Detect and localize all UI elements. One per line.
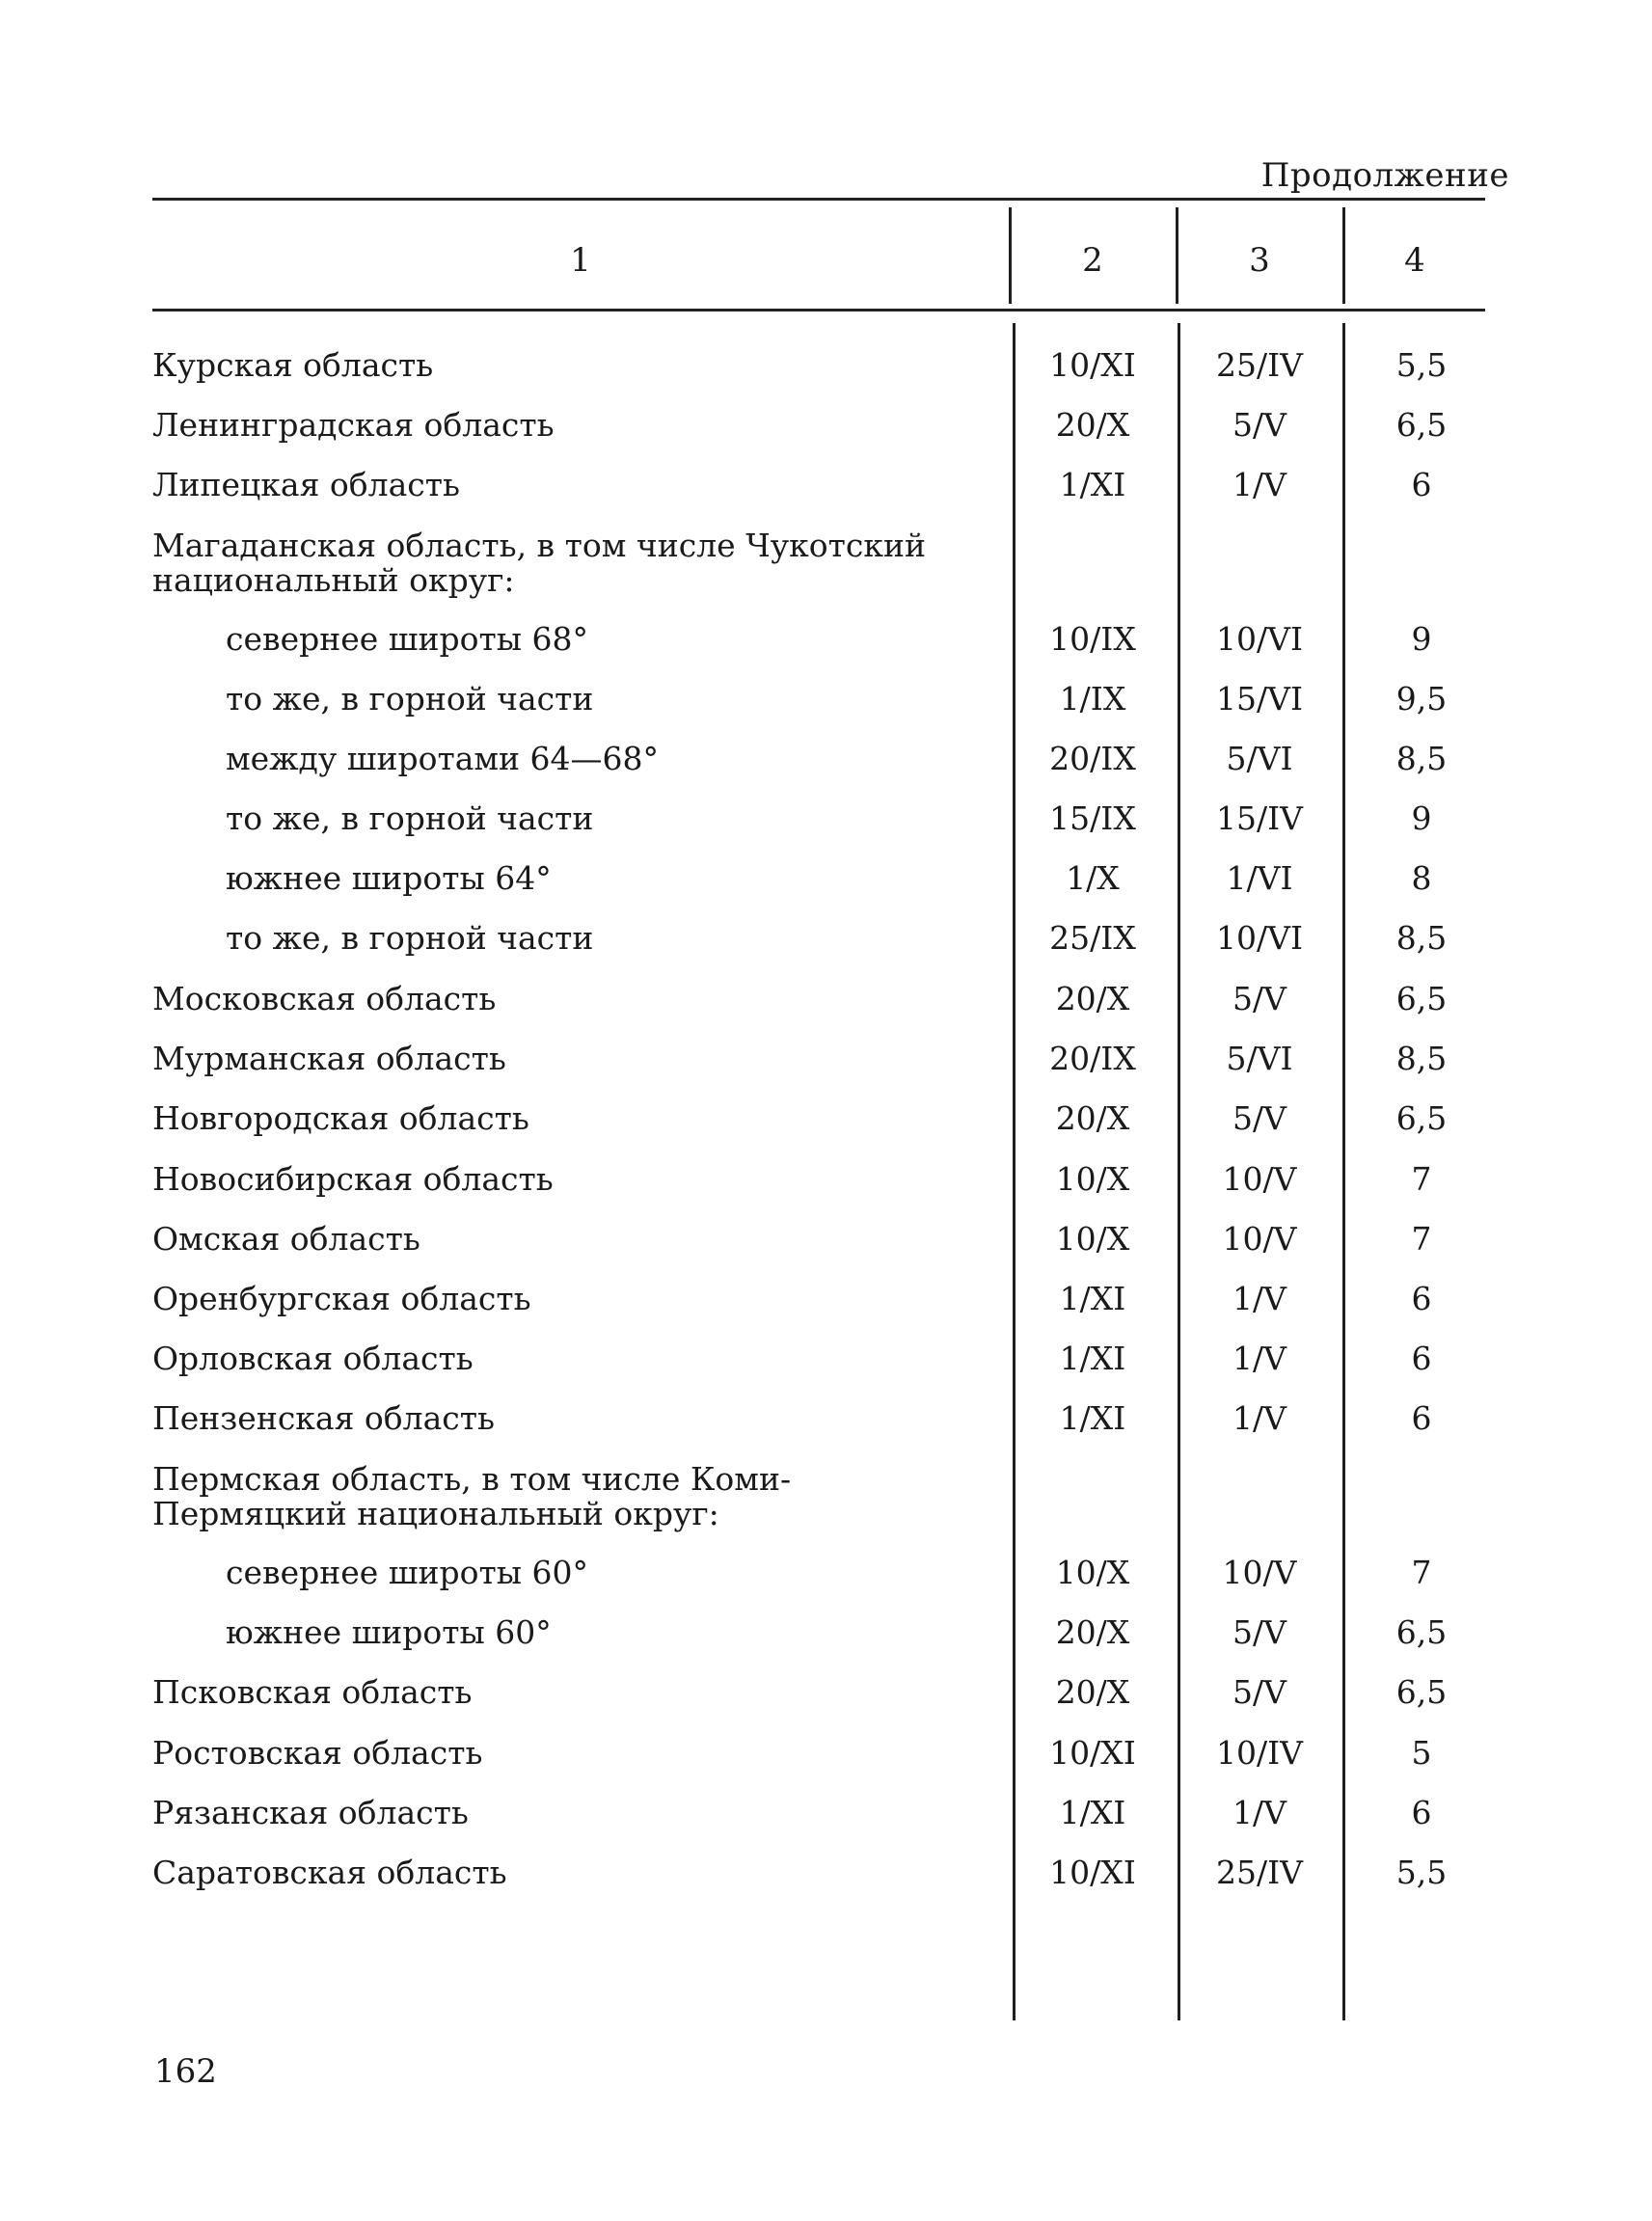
- table-row: [0, 528, 1652, 606]
- table-row: [0, 1603, 1652, 1663]
- table-row: [0, 609, 1652, 669]
- value-col-2: 10/IX: [1049, 620, 1136, 658]
- value-col-3: 5/VI: [1226, 1040, 1293, 1077]
- header-divider-3: [1342, 207, 1345, 304]
- value-col-3: 10/V: [1222, 1160, 1297, 1198]
- table-row: [0, 395, 1652, 455]
- header-col-2: 2: [1082, 241, 1103, 280]
- value-col-3: 1/V: [1232, 466, 1286, 503]
- region-name: Липецкая область: [152, 466, 460, 503]
- header-col-3: 3: [1249, 241, 1270, 280]
- value-col-2: 10/X: [1055, 1554, 1130, 1591]
- value-col-4: 5,5: [1395, 1854, 1448, 1891]
- value-col-3: 5/V: [1232, 1613, 1286, 1651]
- region-name: Орловская область: [152, 1340, 474, 1377]
- region-name: Московская область: [152, 980, 497, 1017]
- header-col-4: 4: [1404, 241, 1425, 280]
- value-col-4: 5,5: [1395, 346, 1448, 384]
- value-col-4: 7: [1411, 1220, 1432, 1258]
- value-col-4: 6: [1411, 1340, 1432, 1377]
- header-divider-1: [1009, 207, 1012, 304]
- value-col-2: 20/X: [1055, 1613, 1130, 1651]
- value-col-2: 10/XI: [1049, 1734, 1136, 1772]
- value-col-3: 1/V: [1232, 1399, 1286, 1437]
- value-col-3: 10/V: [1222, 1554, 1297, 1591]
- table-row: [0, 1843, 1652, 1903]
- table-row: [0, 1543, 1652, 1603]
- header-divider-2: [1176, 207, 1178, 304]
- value-col-2: 20/IX: [1049, 740, 1136, 777]
- table-row: [0, 455, 1652, 515]
- value-col-3: 1/V: [1232, 1340, 1286, 1377]
- value-col-2: 20/IX: [1049, 1040, 1136, 1077]
- region-name: Оренбургская область: [152, 1280, 531, 1317]
- value-col-4: 5: [1411, 1734, 1432, 1772]
- value-col-4: 8,5: [1395, 1040, 1448, 1077]
- header-bottom-rule: [152, 309, 1485, 311]
- value-col-3: 5/V: [1232, 406, 1286, 444]
- table-row: [0, 669, 1652, 729]
- table-row: [0, 1269, 1652, 1329]
- table-row: [0, 1723, 1652, 1783]
- region-name: Новосибирская область: [152, 1160, 554, 1198]
- region-name: Ростовская область: [152, 1734, 483, 1772]
- table-row: [0, 1783, 1652, 1843]
- value-col-4: 8,5: [1395, 919, 1448, 957]
- region-name: Саратовская область: [152, 1854, 507, 1891]
- region-name: Мурманская область: [152, 1040, 506, 1077]
- value-col-4: 6,5: [1395, 1673, 1448, 1711]
- value-col-4: 9: [1411, 799, 1432, 837]
- value-col-4: 6,5: [1395, 980, 1448, 1017]
- value-col-2: 20/X: [1055, 1099, 1130, 1137]
- continuation-label: Продолжение: [1260, 156, 1509, 195]
- value-col-3: 25/IV: [1216, 346, 1303, 384]
- table-row: [0, 1389, 1652, 1449]
- region-name: севернее широты 68°: [226, 620, 588, 658]
- region-name: Пермская область, в том числе Коми-Пермяцкий национальный округ:: [152, 1460, 792, 1532]
- value-col-4: 6: [1411, 1794, 1432, 1831]
- value-col-2: 15/IX: [1049, 799, 1136, 837]
- value-col-4: 8,5: [1395, 740, 1448, 777]
- value-col-3: 10/VI: [1216, 919, 1303, 957]
- value-col-4: 8: [1411, 859, 1432, 897]
- value-col-2: 1/IX: [1059, 680, 1126, 718]
- region-name: южнее широты 60°: [226, 1613, 552, 1651]
- value-col-3: 5/VI: [1226, 740, 1293, 777]
- region-name: то же, в горной части: [226, 680, 594, 718]
- value-col-4: 6: [1411, 466, 1432, 503]
- region-name: Курская область: [152, 346, 434, 384]
- value-col-2: 10/X: [1055, 1160, 1130, 1198]
- region-name: Рязанская область: [152, 1794, 469, 1831]
- value-col-3: 1/V: [1232, 1794, 1286, 1831]
- value-col-3: 1/VI: [1226, 859, 1293, 897]
- table-row: [0, 789, 1652, 849]
- region-name: севернее широты 60°: [226, 1554, 588, 1591]
- region-name: между широтами 64—68°: [226, 740, 660, 777]
- table-row: [0, 969, 1652, 1029]
- table-row: [0, 1462, 1652, 1539]
- value-col-4: 7: [1411, 1160, 1432, 1198]
- value-col-2: 10/XI: [1049, 346, 1136, 384]
- page-number: 162: [154, 2052, 217, 2091]
- region-name: Псковская область: [152, 1673, 473, 1711]
- value-col-2: 1/XI: [1059, 1340, 1126, 1377]
- value-col-2: 1/XI: [1059, 1399, 1126, 1437]
- value-col-3: 10/VI: [1216, 620, 1303, 658]
- table-row: [0, 1150, 1652, 1209]
- value-col-3: 5/V: [1232, 980, 1286, 1017]
- region-name: южнее широты 64°: [226, 859, 552, 897]
- region-name: Ленинградская область: [152, 406, 555, 444]
- value-col-4: 6,5: [1395, 1613, 1448, 1651]
- value-col-3: 25/IV: [1216, 1854, 1303, 1891]
- table-top-rule: [152, 198, 1485, 201]
- region-name: Магаданская область, в том числе Чукотский национальный округ:: [152, 527, 926, 599]
- table-row: [0, 1089, 1652, 1149]
- value-col-2: 10/X: [1055, 1220, 1130, 1258]
- value-col-2: 1/X: [1066, 859, 1120, 897]
- table-row: [0, 1329, 1652, 1389]
- value-col-3: 1/V: [1232, 1280, 1286, 1317]
- value-col-4: 6,5: [1395, 406, 1448, 444]
- value-col-4: 6,5: [1395, 1099, 1448, 1137]
- value-col-3: 15/IV: [1216, 799, 1303, 837]
- value-col-3: 10/IV: [1216, 1734, 1303, 1772]
- table-row: [0, 849, 1652, 908]
- value-col-4: 7: [1411, 1554, 1432, 1591]
- value-col-4: 6: [1411, 1399, 1432, 1437]
- value-col-4: 9: [1411, 620, 1432, 658]
- region-name: Пензенская область: [152, 1399, 495, 1437]
- value-col-2: 20/X: [1055, 1673, 1130, 1711]
- region-name: Новгородская область: [152, 1099, 529, 1137]
- header-col-1: 1: [570, 241, 591, 280]
- region-name: Омская область: [152, 1220, 420, 1258]
- value-col-2: 25/IX: [1049, 919, 1136, 957]
- table-row: [0, 729, 1652, 789]
- table-row: [0, 1209, 1652, 1269]
- value-col-2: 20/X: [1055, 406, 1130, 444]
- value-col-3: 5/V: [1232, 1099, 1286, 1137]
- table-row: [0, 1663, 1652, 1722]
- value-col-4: 6: [1411, 1280, 1432, 1317]
- region-name: то же, в горной части: [226, 919, 594, 957]
- table-row: [0, 1029, 1652, 1089]
- value-col-3: 10/V: [1222, 1220, 1297, 1258]
- region-name: то же, в горной части: [226, 799, 594, 837]
- value-col-2: 1/XI: [1059, 1794, 1126, 1831]
- value-col-2: 10/XI: [1049, 1854, 1136, 1891]
- value-col-2: 1/XI: [1059, 1280, 1126, 1317]
- value-col-2: 1/XI: [1059, 466, 1126, 503]
- value-col-3: 15/VI: [1216, 680, 1303, 718]
- value-col-2: 20/X: [1055, 980, 1130, 1017]
- value-col-4: 9,5: [1395, 680, 1448, 718]
- value-col-3: 5/V: [1232, 1673, 1286, 1711]
- table-row: [0, 336, 1652, 395]
- table-row: [0, 908, 1652, 968]
